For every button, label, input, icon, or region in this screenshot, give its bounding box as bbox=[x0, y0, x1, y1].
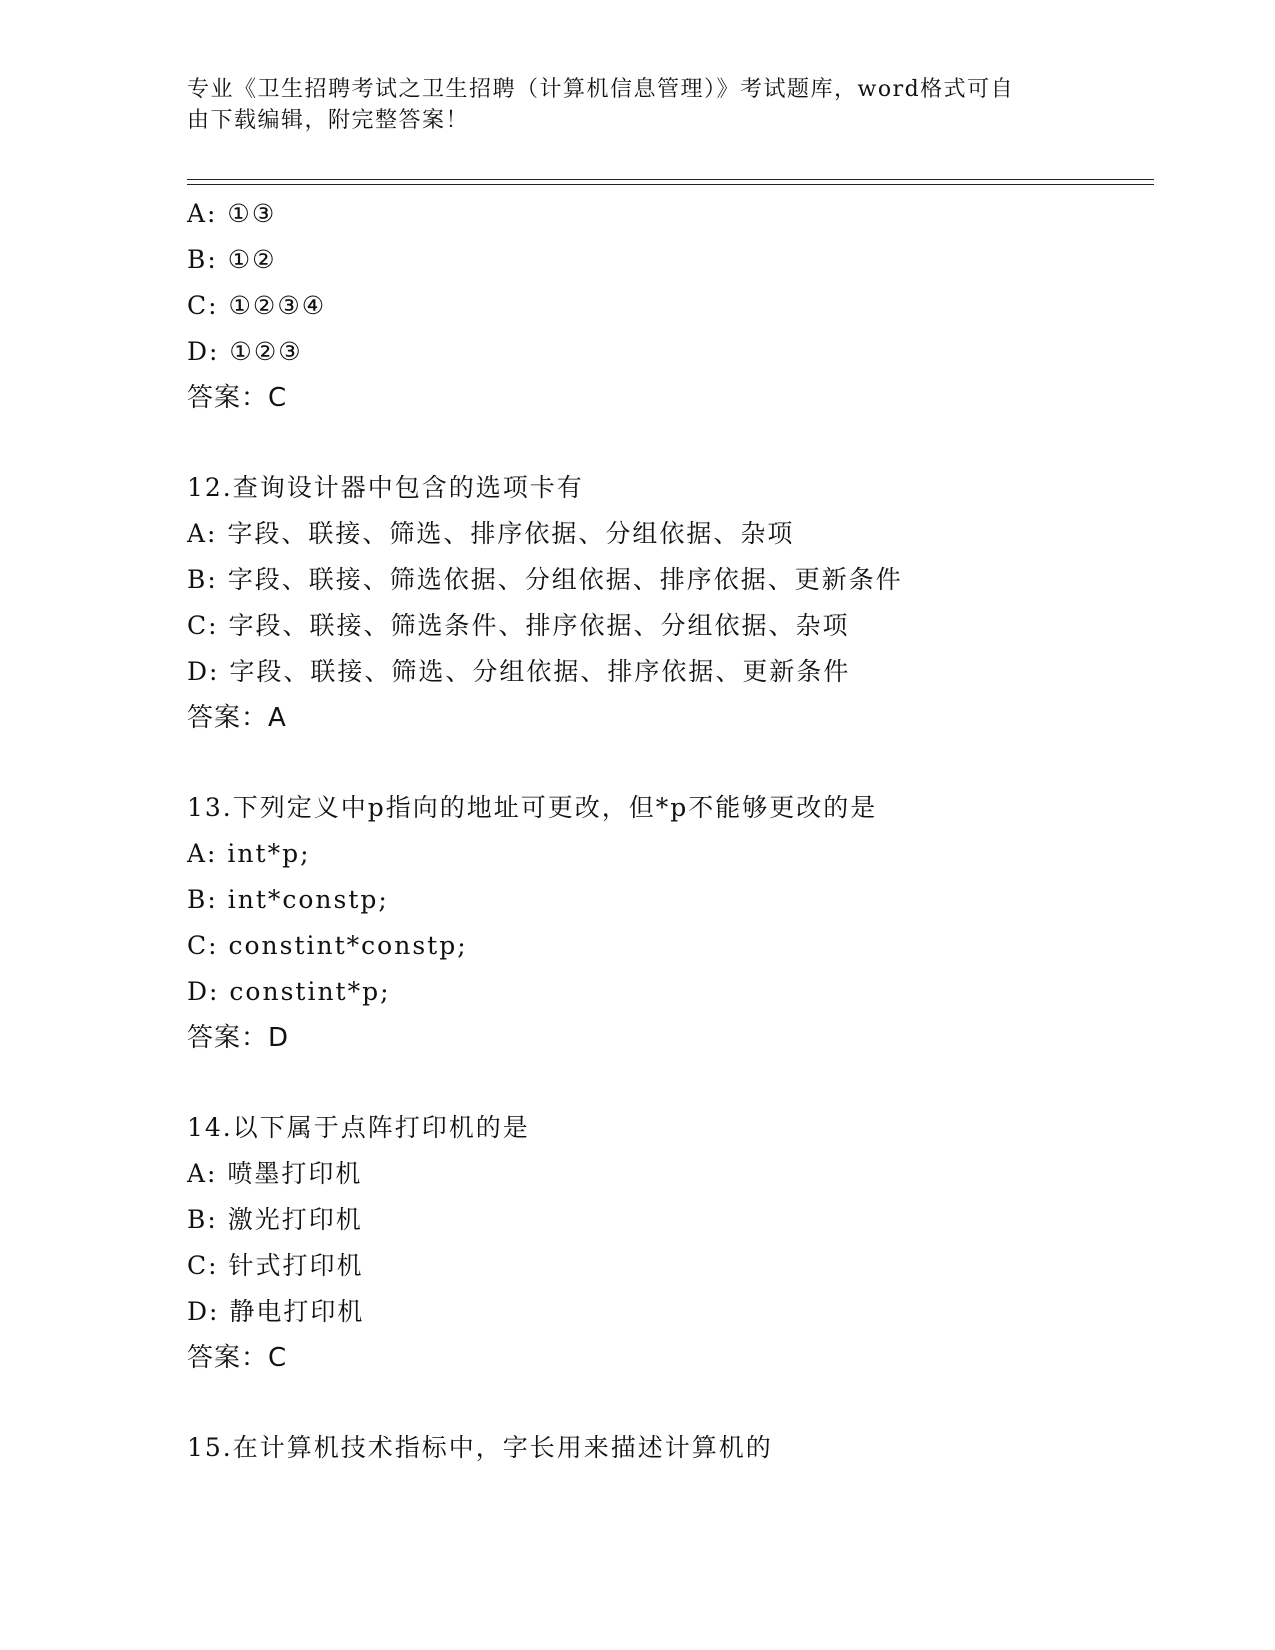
question-title: 12.查询设计器中包含的选项卡有 bbox=[187, 473, 584, 502]
option-b: B: int*constp; bbox=[187, 885, 389, 914]
header-divider bbox=[187, 179, 1154, 180]
answer-line: 答案：C bbox=[187, 1343, 288, 1373]
option-d: D: ①②③ bbox=[187, 337, 303, 366]
header-divider bbox=[187, 184, 1154, 185]
option-a: A: 字段、联接、筛选、排序依据、分组依据、杂项 bbox=[187, 519, 795, 548]
header-line-1: 专业《卫生招聘考试之卫生招聘（计算机信息管理）》考试题库，word格式可自 bbox=[187, 77, 1015, 102]
header-line-2: 由下载编辑，附完整答案！ bbox=[187, 108, 470, 133]
question-title: 14.以下属于点阵打印机的是 bbox=[187, 1113, 530, 1142]
option-b: B: 激光打印机 bbox=[187, 1205, 363, 1234]
option-c: C: 字段、联接、筛选条件、排序依据、分组依据、杂项 bbox=[187, 611, 850, 640]
question-block bbox=[187, 1425, 1147, 1471]
option-c: C: ①②③④ bbox=[187, 291, 327, 320]
option-a: A: int*p; bbox=[187, 839, 311, 868]
option-d: D: constint*p; bbox=[187, 977, 391, 1006]
question-title: 13.下列定义中p指向的地址可更改，但*p不能够更改的是 bbox=[187, 793, 878, 822]
answer-line: 答案：A bbox=[187, 703, 287, 733]
option-a: A: ①③ bbox=[187, 199, 277, 228]
answer-line: 答案：C bbox=[187, 383, 288, 413]
option-b: B: ①② bbox=[187, 245, 277, 274]
answer-line: 答案：D bbox=[187, 1023, 290, 1053]
option-c: C: constint*constp; bbox=[187, 931, 468, 960]
option-a: A: 喷墨打印机 bbox=[187, 1159, 363, 1188]
option-d: D: 字段、联接、筛选、分组依据、排序依据、更新条件 bbox=[187, 657, 851, 686]
question-content bbox=[187, 191, 1147, 1471]
question-block bbox=[187, 465, 1147, 741]
question-block bbox=[187, 785, 1147, 1061]
question-block bbox=[187, 1105, 1147, 1381]
page-header bbox=[187, 74, 1067, 136]
question-title: 15.在计算机技术指标中，字长用来描述计算机的 bbox=[187, 1433, 773, 1462]
question-block bbox=[187, 191, 1147, 421]
option-b: B: 字段、联接、筛选依据、分组依据、排序依据、更新条件 bbox=[187, 565, 903, 594]
option-c: C: 针式打印机 bbox=[187, 1251, 364, 1280]
option-d: D: 静电打印机 bbox=[187, 1297, 365, 1326]
